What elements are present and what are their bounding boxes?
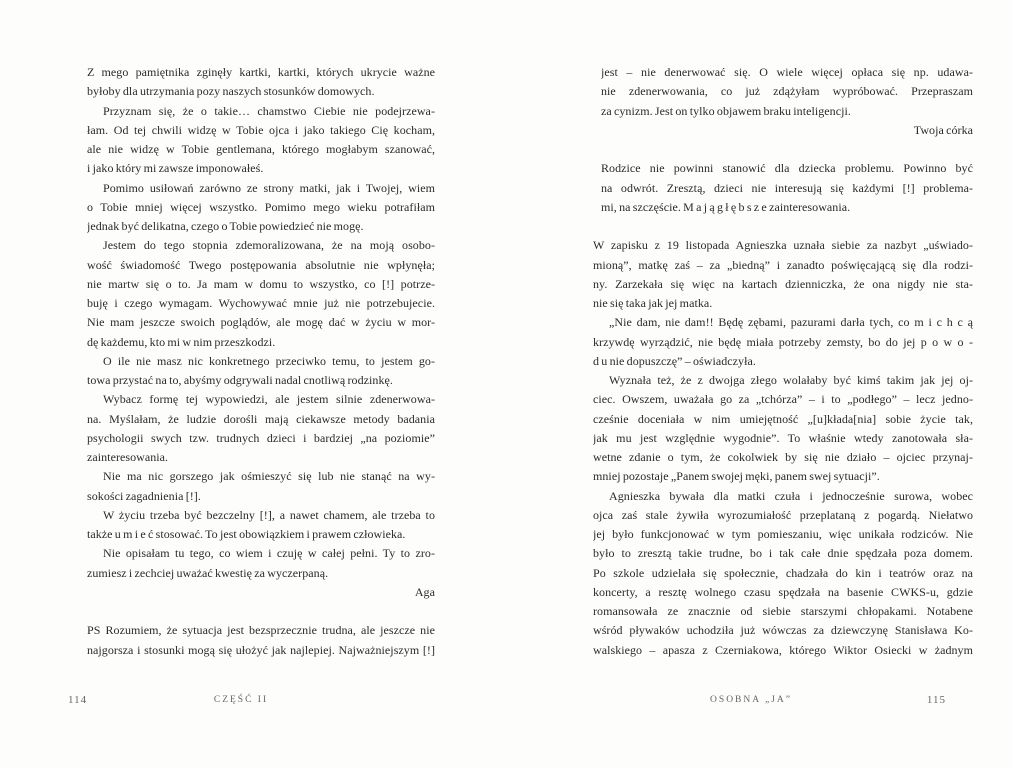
text-line: Wyznała też, że z dwojga złego wolałaby być kimś takim jak jej oj- bbox=[609, 373, 973, 387]
paragraph bbox=[87, 621, 435, 660]
text-line: na odwrót. Zresztą, dzieci nie interesują się każdymi [!] problema- bbox=[601, 180, 973, 195]
text-line: sokości zagadnienia [!]. bbox=[87, 488, 201, 503]
paragraph bbox=[87, 506, 435, 545]
text-line: wość świadomość Twego postępowania absolutnie nie wpłynęła; bbox=[87, 257, 435, 272]
text-line: Twoja córka bbox=[913, 122, 973, 137]
paragraph bbox=[87, 63, 435, 102]
signature-line bbox=[87, 583, 435, 602]
text-line: na. Myślałam, że ludzie dorośli mają ciekawsze metody badania bbox=[87, 411, 435, 426]
text-line: buję i czego wymagam. Wychowywać mnie już nie potrzebujecie. bbox=[87, 296, 435, 310]
page-number-left: 114 bbox=[68, 694, 88, 706]
page-number-right: 115 bbox=[926, 694, 946, 706]
text-line: cześnie doceniała w nim umiejętność „[u]kłada[nia] sobie życie tak, bbox=[593, 411, 973, 426]
text-line: łam. Od tej chwili widzę w Tobie ojca i jako takiego Cię kocham, bbox=[87, 122, 435, 137]
running-header-left: CZĘŚĆ II bbox=[213, 695, 269, 705]
text-line: psychologii swych tzw. trudnych dzieci i bardziej „na poziomie” bbox=[87, 430, 435, 445]
text-line: Jestem do tego stopnia zdemoralizowana, że na moją osobo- bbox=[103, 238, 435, 253]
text-line: jak mu jest względnie wygodnie”. To właśnie wtedy zanotowała sła- bbox=[593, 430, 973, 445]
paragraph bbox=[593, 487, 973, 660]
text-line: jej było funkcjonować w tym pomieszaniu, więc unikała rodziców. Nie bbox=[593, 527, 973, 541]
right-page-text-column bbox=[593, 63, 973, 660]
signature-line bbox=[593, 121, 973, 140]
text-line: Po szkole udzielała się społecznie, chadzała do kin i teatrów oraz na bbox=[593, 565, 973, 580]
text-line: i jako który mi zawsze imponowałeś. bbox=[87, 161, 264, 176]
paragraph bbox=[87, 544, 435, 583]
paragraph bbox=[593, 371, 973, 487]
text-line: o Tobie mniej więcej wszystko. Pomimo mego wieku potrafiłam bbox=[87, 199, 435, 214]
text-line: O ile nie masz nic konkretnego przeciwko temu, to jestem go- bbox=[103, 353, 435, 368]
paragraph-spacer bbox=[593, 140, 973, 159]
paragraph bbox=[87, 102, 435, 179]
left-page-text-column bbox=[87, 63, 435, 660]
text-line: krzywdę wyrządzić, nie będę miała potrzeby zemsty, bo do jej p o w o - bbox=[593, 334, 973, 349]
paragraph bbox=[87, 179, 435, 237]
text-line: także u m i e ć stosować. To jest obowiązkiem i prawem człowieka. bbox=[87, 527, 406, 541]
paragraph bbox=[87, 236, 435, 352]
text-line: jest – nie denerwować się. O wiele więcej opłaca się np. udawa- bbox=[601, 65, 973, 79]
text-line: zumiesz i zechciej uważać kwestię za wyczerpaną. bbox=[87, 565, 329, 580]
text-line: ciec. Owszem, uważała go za „tchórza” – i to „podłego” – lecz jedno- bbox=[593, 392, 973, 407]
text-line: d u nie dopuszczę” – oświadczyła. bbox=[593, 353, 756, 368]
text-line: Pomimo usiłowań zarówno ze strony matki, jak i Twojej, wiem bbox=[103, 180, 435, 195]
text-line: mioną”, matkę zaś – za „biedną” i zanadto poświęcającą się dla rodzi- bbox=[593, 257, 973, 272]
paragraph bbox=[87, 467, 435, 506]
text-line: wśród pływaków uchodziła już wówczas za dziewczynę Stanisława Ko- bbox=[593, 623, 973, 638]
paragraph bbox=[593, 63, 973, 121]
text-line: „Nie dam, nie dam!! Będę zębami, pazurami darła tych, co m i c h c ą bbox=[609, 315, 973, 330]
text-line: ojca zaś stale żywiła wyrozumiałość przeplataną z pogardą. Niełatwo bbox=[593, 507, 973, 522]
paragraph bbox=[593, 159, 973, 217]
paragraph bbox=[87, 352, 435, 391]
text-line: byłoby dla utrzymania pozy naszych stosunków domowych. bbox=[87, 84, 375, 99]
text-line: Agnieszka bywała dla matki czuła i jednocześnie surowa, wobec bbox=[609, 488, 973, 503]
text-line: romansowała ze znacznie od siebie starszymi chłopakami. Notabene bbox=[593, 604, 973, 618]
text-line: nie zdenerwowania, co już zdążyłam wypróbować. Przepraszam bbox=[601, 84, 973, 99]
text-line: mniej pozostaje „Panem swojej męki, panem swej sytuacji”. bbox=[593, 469, 880, 484]
paragraph bbox=[593, 313, 973, 371]
text-line: Nie mam jeszcze swoich poglądów, ale mogę dać w życiu w mor- bbox=[87, 315, 435, 330]
text-line: dę każdemu, kto mi w nim przeszkodzi. bbox=[87, 334, 276, 349]
text-line: Nie ma nic gorszego jak ośmieszyć się lub nie stanąć na wy- bbox=[103, 469, 435, 484]
text-line: Aga bbox=[414, 584, 435, 599]
text-line: koncerty, a resztę wolnego czasu spędzała na basenie CWKS-u, gdzie bbox=[593, 584, 973, 599]
paragraph-spacer bbox=[87, 602, 435, 621]
text-line: ny. Zarzekała się więc na kartach dzienniczka, że ona nigdy nie sta- bbox=[593, 276, 973, 291]
paragraph bbox=[87, 390, 435, 467]
text-line: mi, na szczęście. M a j ą g ł ę b s z e zainteresowania. bbox=[601, 199, 851, 214]
text-line: zainteresowania. bbox=[87, 450, 169, 464]
text-line: W życiu trzeba być bezczelny [!], a nawet chamem, ale trzeba to bbox=[103, 507, 435, 522]
text-line: Nie opisałam tu tego, co wiem i czuję w całej pełni. Ty to zro- bbox=[103, 546, 435, 561]
text-line: było to zresztą takie trudne, bo i tak całe dnie spędzała poza domem. bbox=[593, 546, 973, 561]
text-line: PS Rozumiem, że sytuacja jest bezsprzecznie trudna, ale jeszcze nie bbox=[87, 623, 435, 638]
paragraph-spacer bbox=[593, 217, 973, 236]
text-line: Wybacz formę tej wypowiedzi, ale jestem silnie zdenerwowa- bbox=[103, 392, 435, 407]
text-line: Rodzice nie powinni stanowić dla dziecka problemu. Powinno być bbox=[601, 161, 973, 176]
text-line: nie martw się o to. Ja mam w domu to wszystko, co [!] potrze- bbox=[87, 276, 435, 291]
text-line: jednak być delikatna, czego o Tobie powiedzieć nie mogę. bbox=[87, 219, 364, 233]
text-line: nie się taka jak jej matka. bbox=[593, 296, 713, 310]
paragraph bbox=[593, 236, 973, 313]
text-line: ale nie widzę w Tobie gentlemana, którego mogłabym szanować, bbox=[87, 142, 435, 156]
text-line: Przyznam się, że o takie… chamstwo Ciebie nie podejrzewa- bbox=[103, 103, 435, 118]
text-line: najgorsza i stosunki mogą się ułożyć jak najlepiej. Najważniejszym [!] bbox=[87, 642, 435, 657]
text-line: Z mego pamiętnika zginęły kartki, kartki, których ukrycie ważne bbox=[87, 65, 435, 79]
text-line: wetne zdanie o tym, że cokolwiek by się nie działo – ojciec przynaj- bbox=[593, 450, 973, 464]
running-header-right: OSOBNA „JA” bbox=[710, 695, 792, 705]
text-line: walskiego – apasza z Czerniakowa, którego Wiktor Osiecki w żadnym bbox=[593, 642, 973, 657]
text-line: towa przystać na to, abyśmy odgrywali nadal cnotliwą rodzinkę. bbox=[87, 373, 393, 387]
text-line: za cynizm. Jest on tylko objawem braku inteligencji. bbox=[601, 103, 851, 118]
text-line: W zapisku z 19 listopada Agnieszka uznała siebie za nazbyt „uświado- bbox=[593, 238, 973, 253]
